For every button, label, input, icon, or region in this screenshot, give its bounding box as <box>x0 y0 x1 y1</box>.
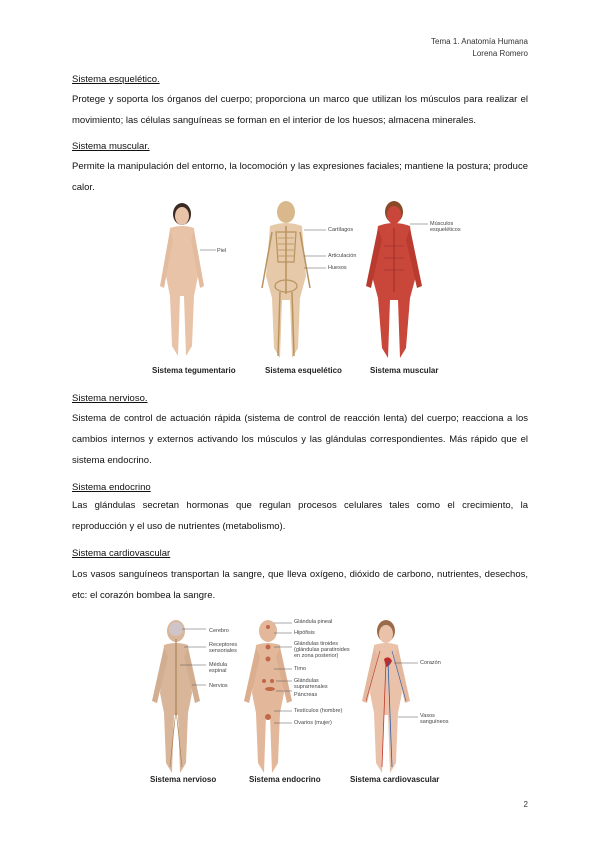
caption-muscular: Sistema muscular <box>370 366 439 375</box>
label-huesos: Huesos <box>328 265 347 271</box>
caption-endocrine: Sistema endocrino <box>249 775 321 784</box>
section-body-nervous: Sistema de control de actuación rápida (sistema de control de reacción lenta) del cuerpo; reacciona a los cambios internos y externos activando los músculos y las glándulas correspondientes. Más rápido que el sistema endocrino. <box>72 413 528 466</box>
section-body-muscular: Permite la manipulación del entorno, la locomoción y las expresiones faciales; mantiene la postura; produce calor. <box>72 161 528 193</box>
section-title-cardiovascular: Sistema cardiovascular <box>72 548 171 559</box>
section-title-nervous: Sistema nervioso. <box>72 393 148 404</box>
label-vasos: Vasos sanguíneos <box>420 713 449 725</box>
cardiovascular-body-illustration <box>362 620 418 773</box>
caption-nervous: Sistema nervioso <box>150 775 217 784</box>
label-piel: Piel <box>217 248 227 254</box>
page-header <box>431 36 528 60</box>
section-title-endocrine: Sistema endocrino <box>72 482 151 493</box>
muscular-body-illustration <box>366 201 428 358</box>
skeletal-body-illustration <box>262 201 326 358</box>
label-ovarios: Ovarios (mujer) <box>294 720 332 726</box>
label-cartilagos: Cartílagos <box>328 227 354 233</box>
nervous-body-illustration <box>152 620 206 773</box>
integumentary-body-illustration <box>160 203 216 356</box>
label-pineal: Glándula pineal <box>294 619 333 625</box>
label-articulacion: Articulación <box>328 253 357 259</box>
label-tiroides: Glándulas tiroides (glándulas paratiroides en zona posterior) <box>294 641 350 659</box>
label-corazon: Corazón <box>420 660 441 666</box>
figure-integumentary-skeletal-muscular <box>140 196 470 364</box>
header-topic: Tema 1. Anatomía Humana <box>431 37 528 46</box>
label-musculos: Músculos esqueléticos <box>430 221 461 233</box>
endocrine-body-illustration <box>244 620 292 773</box>
caption-cardiovascular: Sistema cardiovascular <box>350 775 440 784</box>
label-hipofisis: Hipófisis <box>294 630 315 636</box>
label-testiculos: Testículos (hombre) <box>294 708 343 714</box>
caption-skeletal: Sistema esquelético <box>265 366 342 375</box>
header-author: Lorena Romero <box>472 49 528 58</box>
label-pancreas: Páncreas <box>294 692 318 698</box>
page-number: 2 <box>523 800 528 809</box>
section-title-skeletal: Sistema esquelético. <box>72 74 160 85</box>
section-body-cardiovascular: Los vasos sanguíneos transportan la sangre, que lleva oxígeno, dióxido de carbono, nutrientes, desechos, etc: el corazón bombea la sangre. <box>72 569 528 601</box>
label-nervios: Nervios <box>209 683 228 689</box>
label-timo: Timo <box>294 666 307 672</box>
label-suprarrenales: Glándulas suprarrenales <box>294 678 328 690</box>
caption-integumentary: Sistema tegumentario <box>152 366 236 375</box>
label-medula: Médula espinal <box>209 662 228 674</box>
section-title-muscular: Sistema muscular. <box>72 141 150 152</box>
label-cerebro: Cerebro <box>209 628 229 634</box>
label-receptores: Receptores sensoriales <box>209 642 238 654</box>
section-body-endocrine: Las glándulas secretan hormonas que regulan procesos celulares tales como el crecimiento, la reproducción y el uso de nutrientes (metabolismo). <box>72 500 528 532</box>
section-body-skeletal: Protege y soporta los órganos del cuerpo; proporciona un marco que utilizan los músculos para realizar el movimiento; las células sanguíneas se forman en el interior de los huesos; almacena minerales. <box>72 94 528 126</box>
